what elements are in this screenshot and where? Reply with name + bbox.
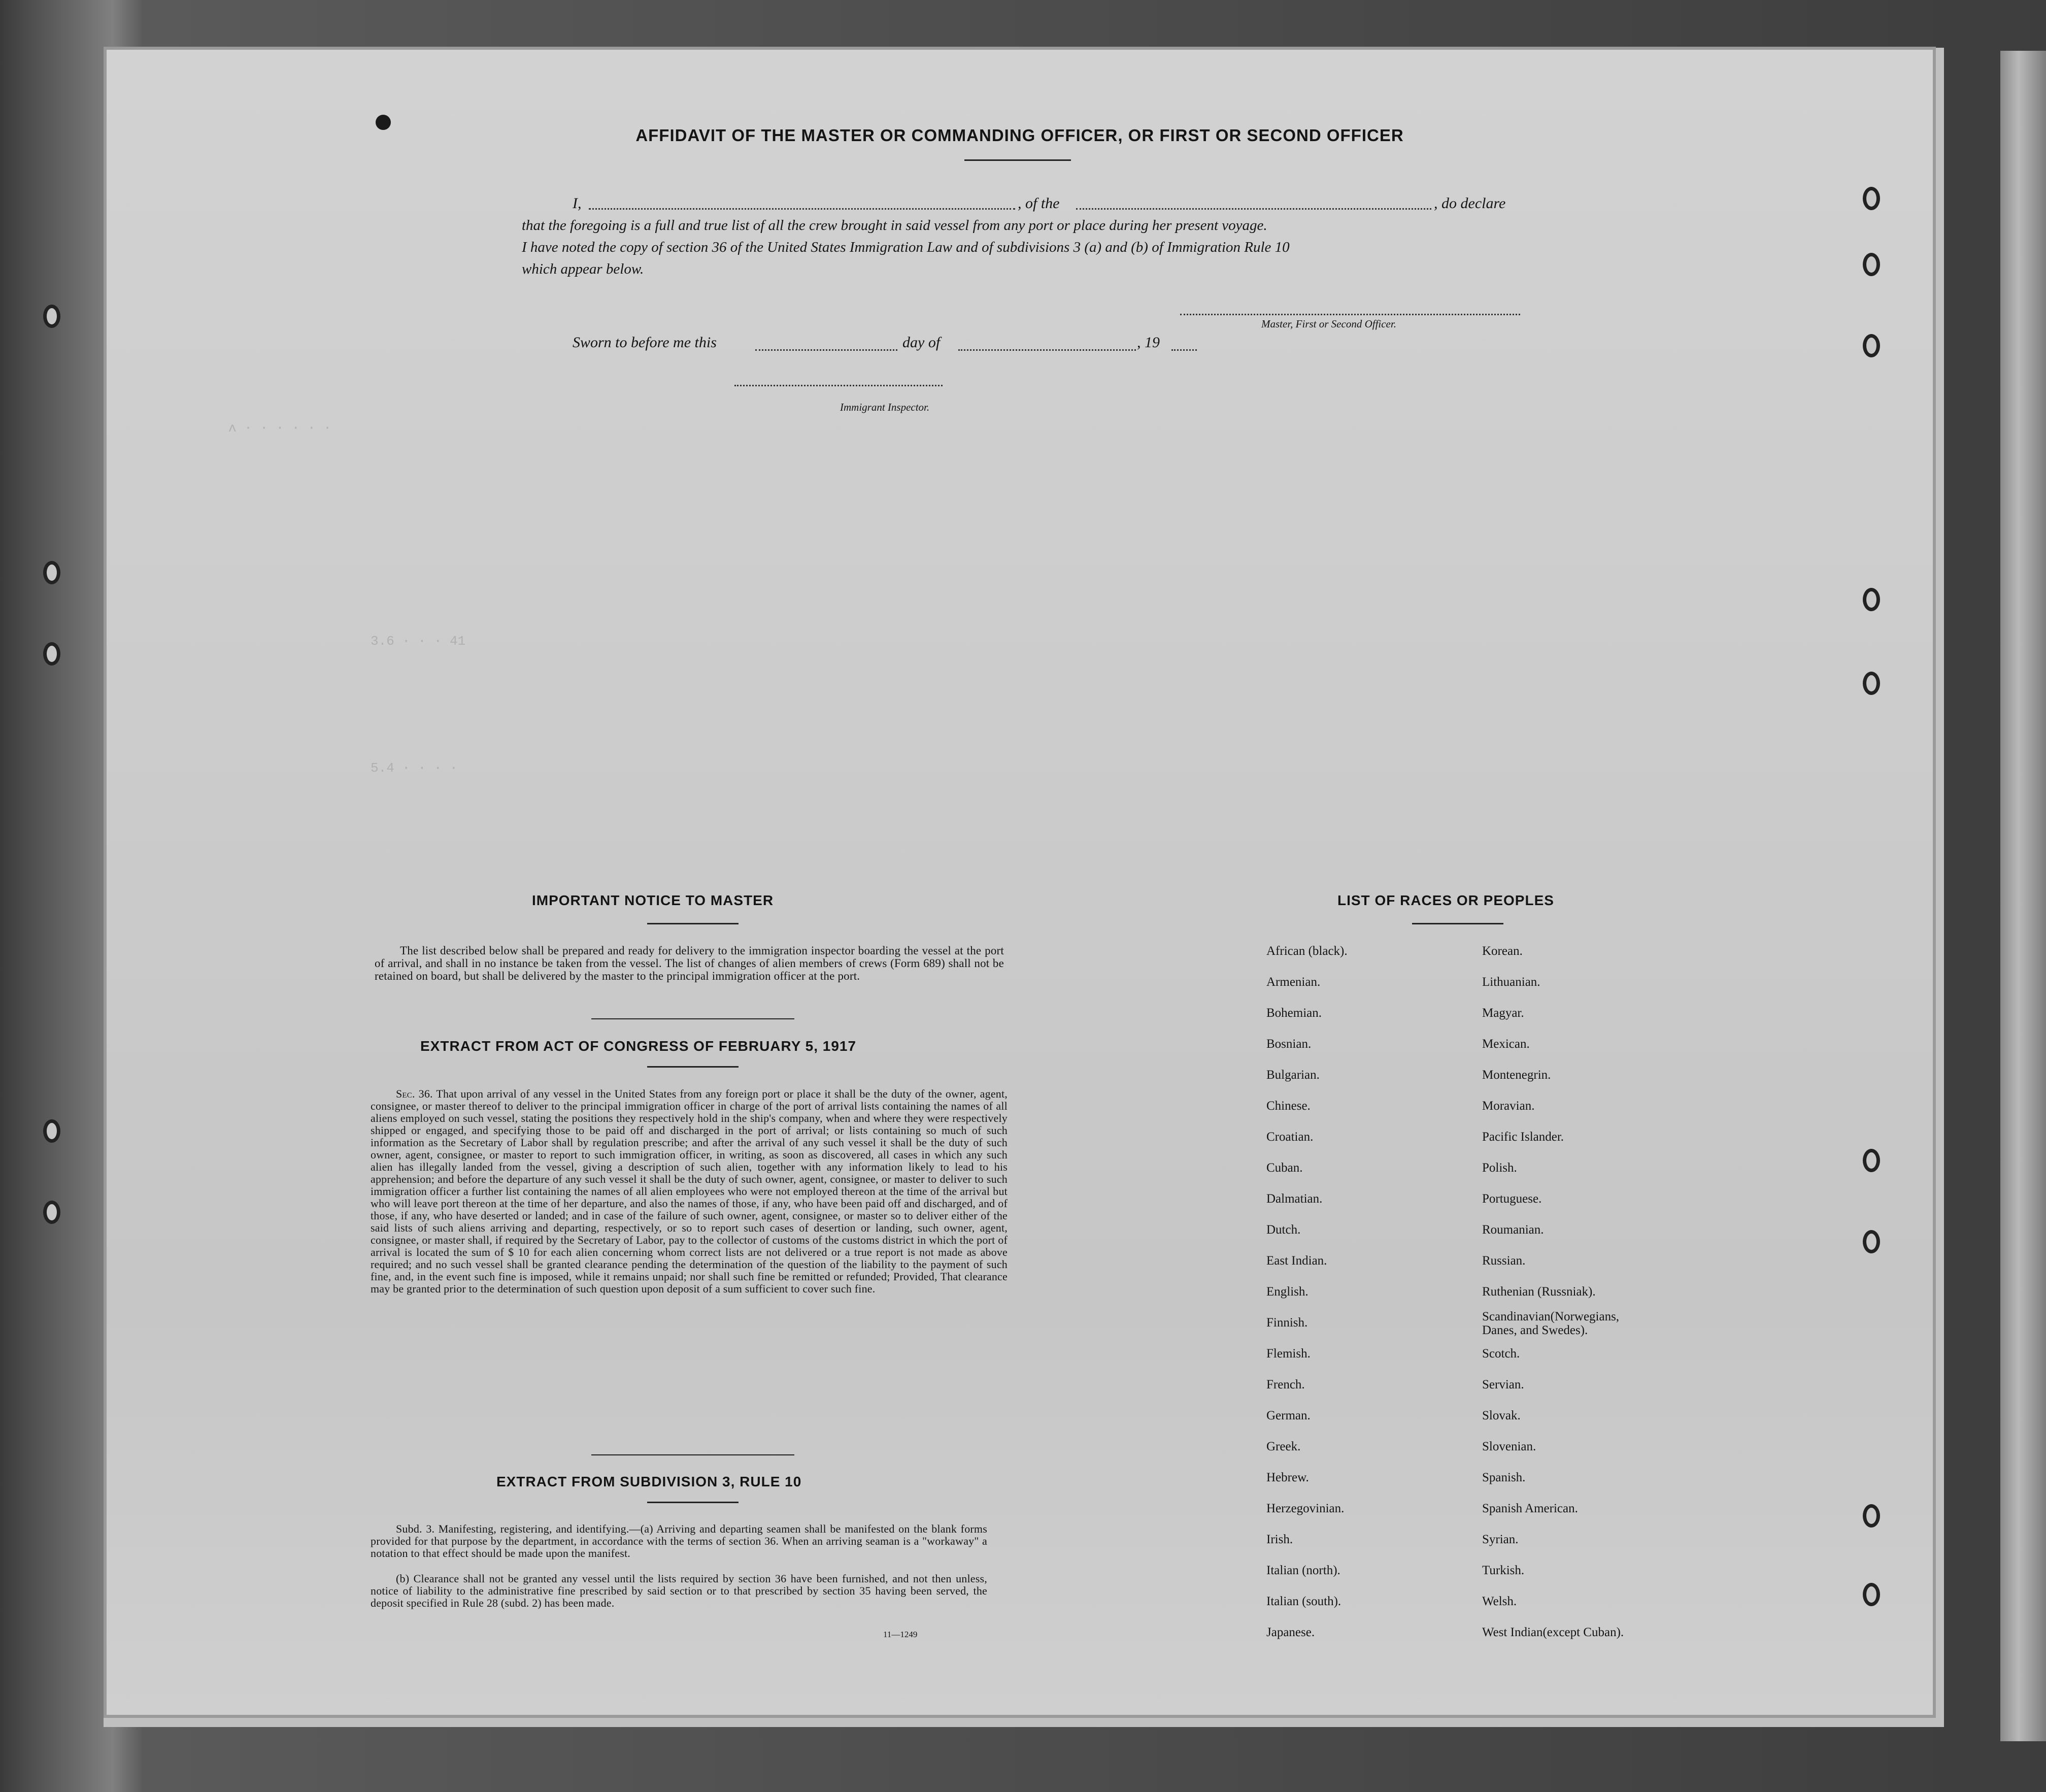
race-item: Cuban. bbox=[1266, 1161, 1303, 1175]
race-item: Polish. bbox=[1482, 1161, 1517, 1175]
race-item: Syrian. bbox=[1482, 1533, 1519, 1546]
rule-subd-b: (b) Clearance shall not be granted any vessel until the lists required by section 36 have been furnished, and not then unless, notice of liability to the administrative fine prescribed by said section or to that prescribed by section 35 having been served, the deposit specified in Rule 28 (subd. 2) has been made. bbox=[371, 1572, 987, 1609]
affidavit-title: AFFIDAVIT OF THE MASTER OR COMMANDING OFFICER, OR FIRST OR SECOND OFFICER bbox=[635, 126, 1404, 145]
race-item: Korean. bbox=[1482, 944, 1523, 958]
race-item: Roumanian. bbox=[1482, 1223, 1544, 1237]
race-item: Herzegovinian. bbox=[1266, 1502, 1345, 1515]
race-item: Italian (south). bbox=[1266, 1595, 1341, 1608]
race-item: Chinese. bbox=[1266, 1099, 1311, 1113]
race-item: Russian. bbox=[1482, 1254, 1526, 1268]
affidavit-line-i: I, bbox=[573, 195, 582, 212]
binder-hole bbox=[1863, 1504, 1880, 1528]
divider bbox=[591, 1018, 794, 1019]
notice-title: IMPORTANT NOTICE TO MASTER bbox=[532, 892, 774, 908]
binder-hole bbox=[1863, 253, 1880, 276]
month-blank[interactable] bbox=[958, 349, 1136, 351]
sworn-text: Sworn to before me this bbox=[573, 334, 717, 351]
race-item: Croatian. bbox=[1266, 1130, 1314, 1144]
race-item: Mexican. bbox=[1482, 1037, 1530, 1051]
bleed-through: ᴧ · · · · · · bbox=[228, 420, 331, 436]
race-item: English. bbox=[1266, 1285, 1309, 1299]
race-item: Servian. bbox=[1482, 1378, 1524, 1391]
divider bbox=[591, 1454, 794, 1455]
act-section-label: Sec. 36. bbox=[396, 1087, 433, 1100]
race-item: Bosnian. bbox=[1266, 1037, 1312, 1051]
binder-strip bbox=[2000, 51, 2046, 1741]
divider bbox=[647, 1502, 739, 1503]
race-item: Finnish. bbox=[1266, 1316, 1308, 1330]
year-blank[interactable] bbox=[1171, 349, 1197, 351]
divider bbox=[1412, 923, 1503, 924]
race-item: Moravian. bbox=[1482, 1099, 1535, 1113]
bleed-through: 5.4 · · · · bbox=[371, 760, 458, 776]
race-item: Spanish. bbox=[1482, 1471, 1526, 1484]
act-body: That upon arrival of any vessel in the United States from any foreign port or place it shall be the duty of the owner, agent, consignee, or master thereof to deliver to the principal immigration officer in charge of the port of arrival lists containing the names of all aliens employed on such vessel, stating the positions they respectively hold in the ship's company, when and where they were respectively shipped or engaged, and specifying those to be paid off and discharged in the port of arrival; or lists containing so much of such information as the Secretary of Labor shall by regulation prescribe; and after the arrival of any such vessel it shall be the duty of such owner, agent, consignee, or master to report to such immigration officer, in writing, as soon as discovered, all cases in which any such alien has illegally landed from the vessel, giving a description of such alien, together with any information likely to lead to his apprehension; and before the departure of any such vessel it shall be the duty of such owner, agent, consignee, or master to deliver to such immigration officer a further list containing the names of all alien employees who were not employed thereon at the time of the arrival but who will leave port thereon at the time of her departure, and also the names of those, if any, who have been paid off and discharged, and of those, if any, who have deserted or landed; and in case of the failure of such owner, agent, consignee, or master so to deliver either of the said lists of such aliens arriving and departing, respectively, or so to report such cases of desertion or landing, such owner, agent, consignee, or master shall, if required by the Secretary of Labor, pay to the collector of customs of the customs district in which the port of arrival is located the sum of $ 10 for each alien concerning whom correct lists are not delivered or a true report is not made as above required; and no such vessel shall be granted clearance pending the determination of the question of the liability to the payment of such fine, and, in the event such fine is imposed, while it remains unpaid; nor shall such fine be remitted or refunded; Provided, That clearance may be granted prior to the determination of such question upon deposit of a sum sufficient to cover such fine. bbox=[371, 1087, 1008, 1295]
affidavit-line-of: , of the bbox=[1018, 195, 1060, 212]
race-item: Montenegrin. bbox=[1482, 1068, 1551, 1082]
affidavit-line-2: that the foregoing is a full and true list of all the crew brought in said vessel from any port or place during her present voyage. bbox=[522, 217, 1267, 234]
act-title: EXTRACT FROM ACT OF CONGRESS OF FEBRUARY 5, 1917 bbox=[420, 1038, 857, 1054]
binder-hole bbox=[1863, 672, 1880, 695]
race-item: East Indian. bbox=[1266, 1254, 1327, 1268]
race-item: Dutch. bbox=[1266, 1223, 1301, 1237]
race-item: German. bbox=[1266, 1409, 1311, 1422]
binder-hole bbox=[1863, 1149, 1880, 1172]
race-item: Pacific Islander. bbox=[1482, 1130, 1564, 1144]
affidavit-line-4: which appear below. bbox=[522, 261, 644, 277]
year-text: , 19 bbox=[1137, 334, 1160, 351]
rule-subd-a: Subd. 3. Manifesting, registering, and identifying.—(a) Arriving and departing seamen shall be manifested on the blank forms provided for that purpose by the department, in accordance with the terms of section 36. When an arriving seaman is a "workaway" a notation to that effect should be made upon the manifest. bbox=[371, 1522, 987, 1559]
document-page bbox=[107, 50, 1933, 1715]
inspector-caption: Immigrant Inspector. bbox=[840, 401, 930, 413]
binder-hole bbox=[43, 561, 60, 584]
master-signature-blank[interactable] bbox=[1180, 314, 1520, 315]
race-item: Greek. bbox=[1266, 1440, 1301, 1453]
affidavit-line-3: I have noted the copy of section 36 of the United States Immigration Law and of subdivisions 3 (a) and (b) of Immigration Rule 10 bbox=[522, 239, 1290, 255]
divider bbox=[647, 923, 739, 924]
race-item: Flemish. bbox=[1266, 1347, 1311, 1360]
race-item: Spanish American. bbox=[1482, 1502, 1578, 1515]
race-item: Slovenian. bbox=[1482, 1440, 1536, 1453]
binder-hole bbox=[1863, 187, 1880, 210]
race-item: Lithuanian. bbox=[1482, 975, 1540, 989]
race-item: Japanese. bbox=[1266, 1625, 1315, 1639]
race-item: Turkish. bbox=[1482, 1564, 1525, 1577]
affidavit-line-declare: , do declare bbox=[1434, 195, 1506, 212]
inspector-blank[interactable] bbox=[734, 385, 943, 386]
race-item: Irish. bbox=[1266, 1533, 1293, 1546]
binder-hole bbox=[1863, 334, 1880, 357]
binder-hole bbox=[43, 305, 60, 328]
divider bbox=[647, 1066, 739, 1068]
master-caption: Master, First or Second Officer. bbox=[1261, 318, 1396, 330]
binder-hole bbox=[1863, 588, 1880, 611]
binder-hole bbox=[43, 1201, 60, 1224]
race-item: African (black). bbox=[1266, 944, 1348, 958]
binder-hole bbox=[43, 642, 60, 666]
rule-title: EXTRACT FROM SUBDIVISION 3, RULE 10 bbox=[496, 1474, 802, 1489]
race-item: Italian (north). bbox=[1266, 1564, 1340, 1577]
form-number: 11—1249 bbox=[883, 1630, 918, 1639]
race-item: Magyar. bbox=[1482, 1006, 1524, 1020]
vessel-blank[interactable] bbox=[1076, 208, 1431, 210]
race-item: Slovak. bbox=[1482, 1409, 1521, 1422]
race-item: Hebrew. bbox=[1266, 1471, 1309, 1484]
binder-hole bbox=[1863, 1230, 1880, 1253]
act-text bbox=[371, 1088, 1008, 1295]
notice-text: The list described below shall be prepared and ready for delivery to the immigration inspector boarding the vessel at the port of arrival, and shall in no instance be taken from the vessel. The list of changes of alien members of crews (Form 689) shall not be retained on board, but shall be delivered by the master to the principal immigration officer at the port. bbox=[375, 944, 1004, 982]
bleed-through: 3.6 · · · 41 bbox=[371, 634, 466, 649]
race-item: Bohemian. bbox=[1266, 1006, 1322, 1020]
binder-hole bbox=[43, 1119, 60, 1143]
race-item: Dalmatian. bbox=[1266, 1192, 1323, 1206]
race-item: Scandinavian(Norwegians, Danes, and Swedes). bbox=[1482, 1310, 1620, 1337]
race-item: Portuguese. bbox=[1482, 1192, 1542, 1206]
race-item: Welsh. bbox=[1482, 1595, 1517, 1608]
day-of-text: day of bbox=[902, 334, 941, 351]
race-item: Scotch. bbox=[1482, 1347, 1520, 1360]
race-item: Armenian. bbox=[1266, 975, 1321, 989]
races-title: LIST OF RACES OR PEOPLES bbox=[1337, 892, 1554, 908]
race-item: Bulgarian. bbox=[1266, 1068, 1320, 1082]
name-blank[interactable] bbox=[589, 208, 1015, 210]
binder-hole bbox=[1863, 1583, 1880, 1606]
race-item: West Indian(except Cuban). bbox=[1482, 1625, 1624, 1639]
race-item: Ruthenian (Russniak). bbox=[1482, 1285, 1596, 1299]
day-blank[interactable] bbox=[755, 349, 897, 351]
race-item: French. bbox=[1266, 1378, 1305, 1391]
divider bbox=[964, 159, 1071, 161]
